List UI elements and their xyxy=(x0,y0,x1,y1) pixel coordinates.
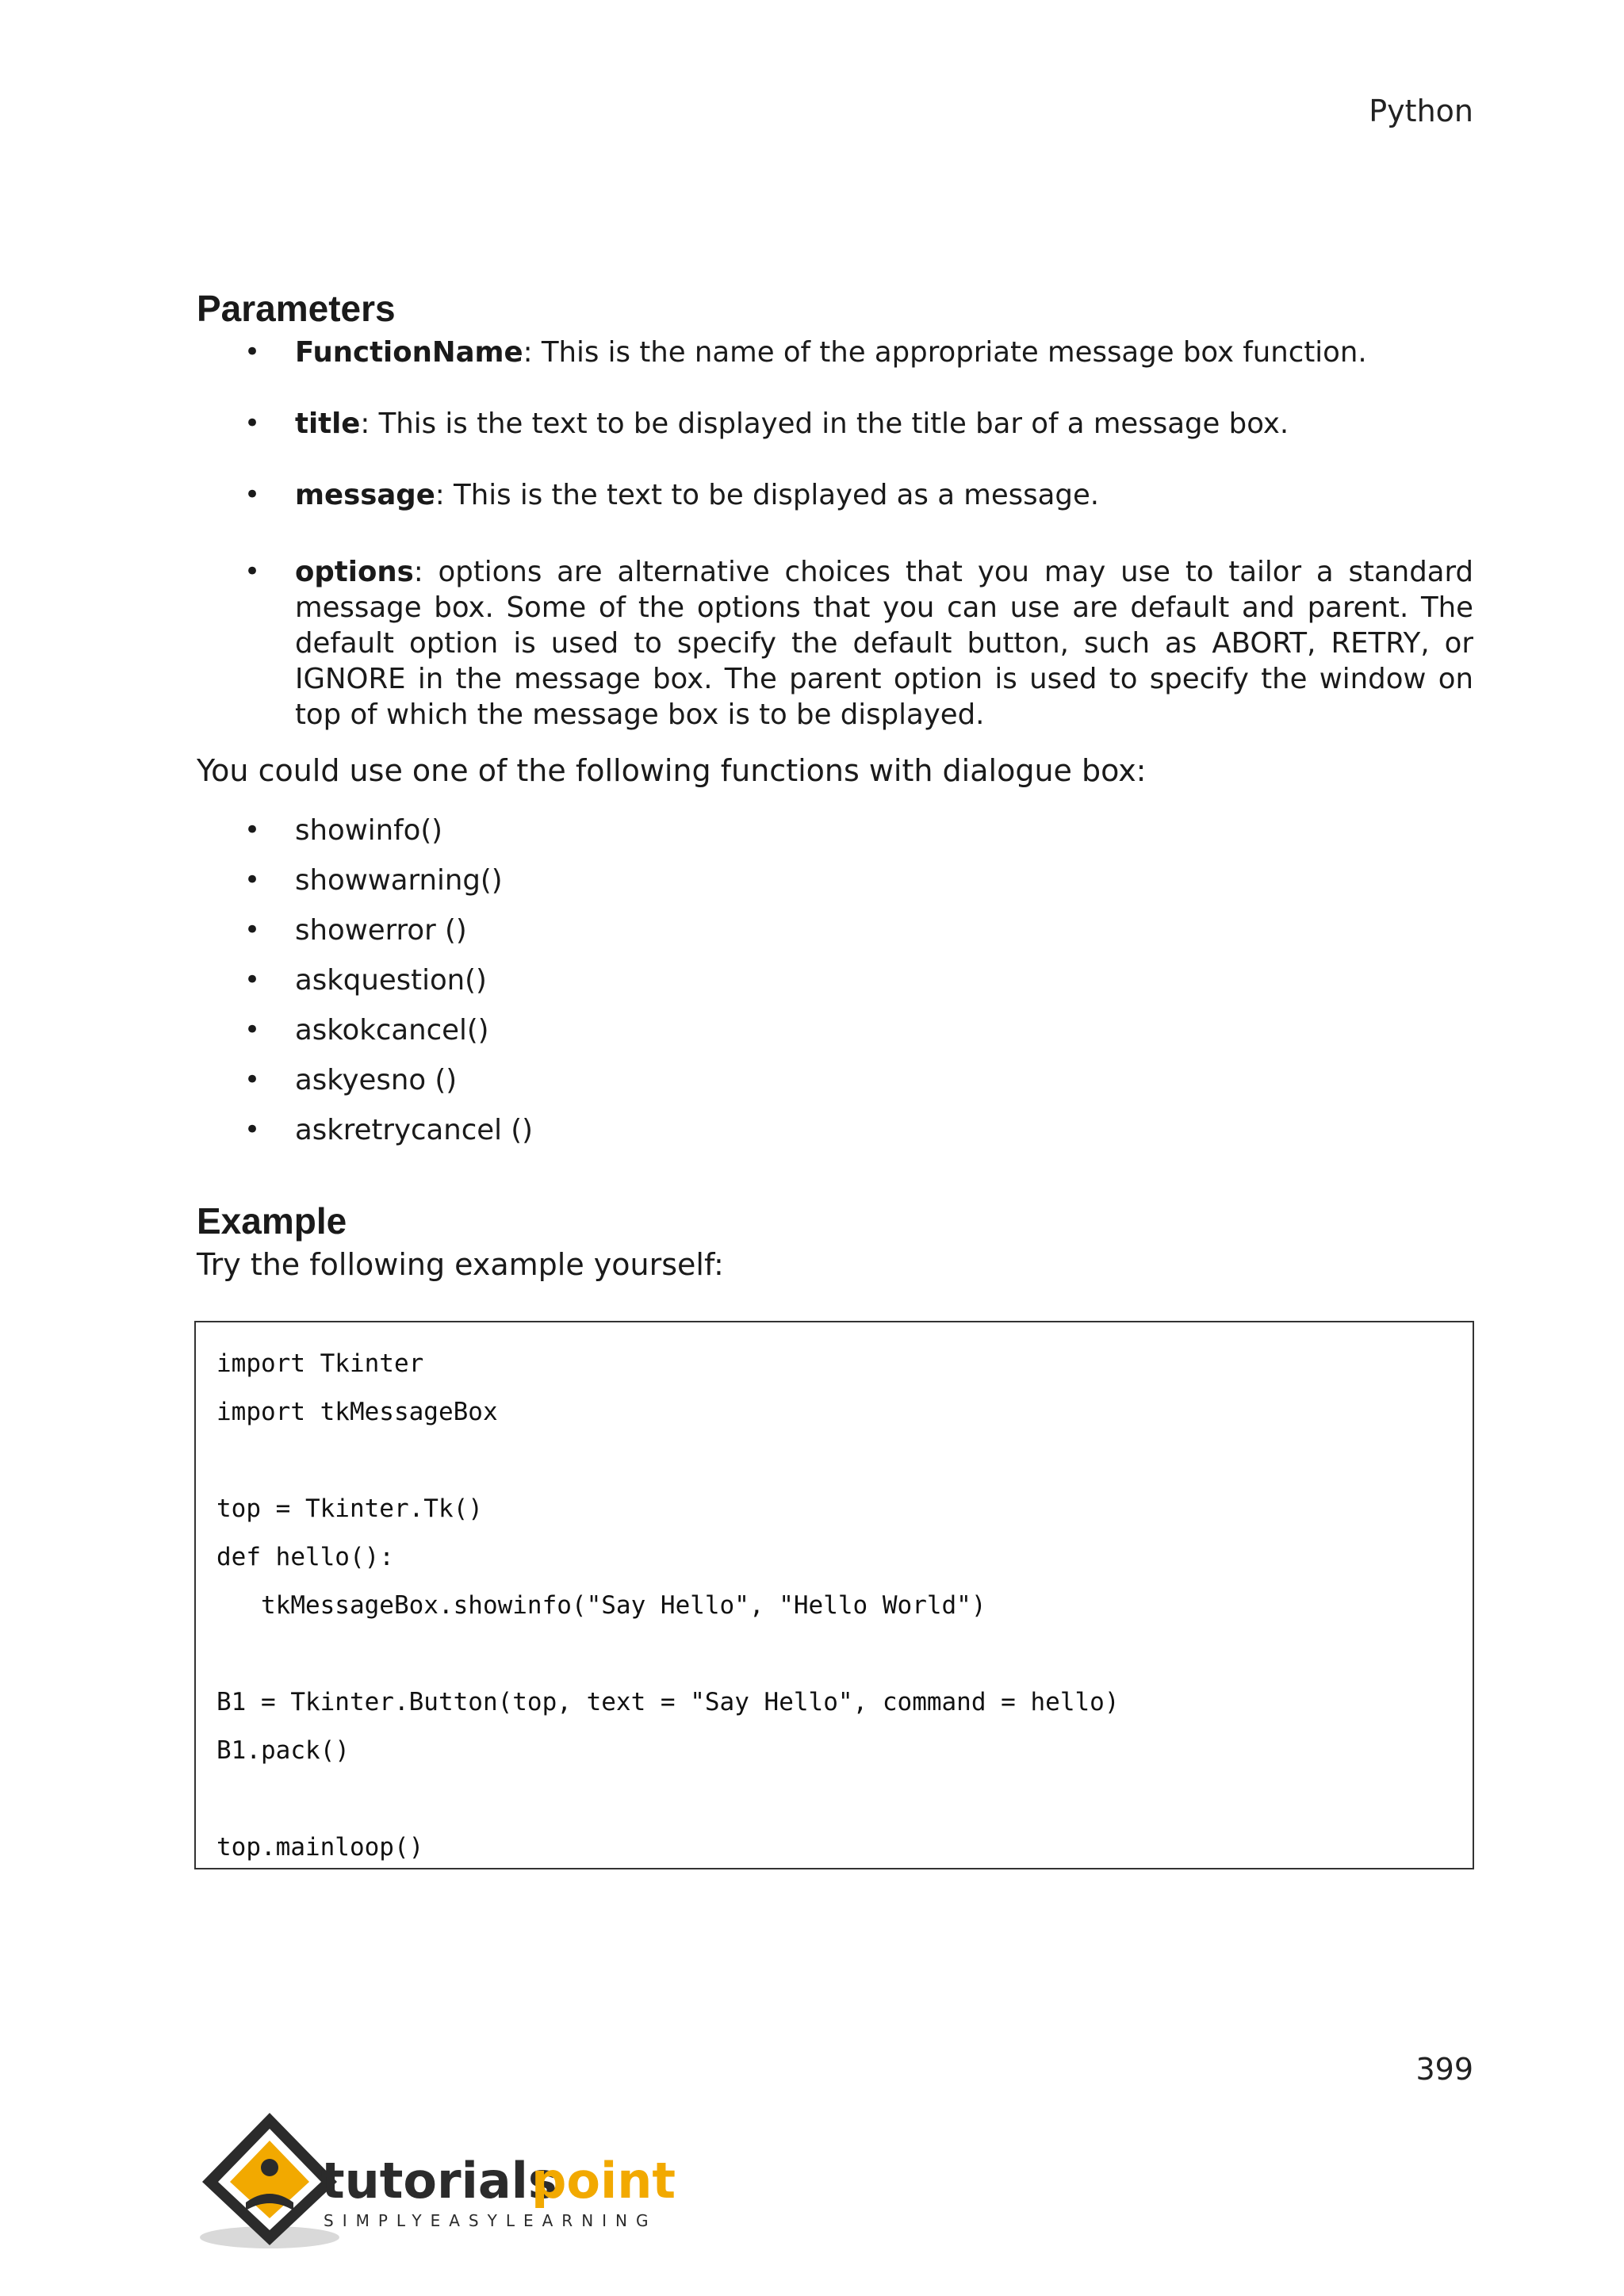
code-line xyxy=(216,1630,1452,1678)
list-item xyxy=(197,554,1473,733)
list-item xyxy=(197,335,1473,370)
param-term: FunctionName xyxy=(295,336,523,369)
code-line: top.mainloop() xyxy=(216,1833,424,1862)
page-content xyxy=(197,285,1473,1284)
code-line xyxy=(216,1775,1452,1823)
functions-list xyxy=(197,806,1473,1155)
example-intro: Try the following example yourself: xyxy=(197,1247,724,1282)
list-item: • askquestion() xyxy=(197,955,1473,1005)
param-desc: : This is the text to be displayed in the title bar of a message box. xyxy=(360,408,1289,440)
code-line: import Tkinter xyxy=(216,1349,424,1378)
code-block xyxy=(194,1321,1474,1869)
code-line: import tkMessageBox xyxy=(216,1398,498,1426)
parameters-list xyxy=(197,335,1473,733)
example-heading: Example xyxy=(197,1200,347,1242)
tutorialspoint-logo xyxy=(190,2109,682,2260)
logo-word-tutorials: tutorials xyxy=(321,2152,557,2210)
list-item: • showerror () xyxy=(197,905,1473,955)
param-desc: : This is the text to be displayed as a message. xyxy=(435,479,1100,511)
code-line xyxy=(216,1437,1452,1485)
param-term: options xyxy=(295,556,414,588)
param-term: title xyxy=(295,408,361,440)
list-item: • askokcancel() xyxy=(197,1005,1473,1055)
page-header-title: Python xyxy=(1369,94,1473,128)
code-line: B1 = Tkinter.Button(top, text = "Say Hello", command = hello) xyxy=(216,1688,1120,1716)
param-desc: : This is the name of the appropriate message box function. xyxy=(523,336,1367,369)
list-item: • showinfo() xyxy=(197,806,1473,855)
page-number: 399 xyxy=(1415,2052,1473,2087)
code-line: top = Tkinter.Tk() xyxy=(216,1494,483,1523)
list-item: • askyesno () xyxy=(197,1055,1473,1105)
code-line: def hello(): xyxy=(216,1543,394,1571)
list-item xyxy=(197,406,1473,442)
code-line: B1.pack() xyxy=(216,1736,350,1765)
parameters-heading: Parameters xyxy=(197,288,396,329)
param-term: message xyxy=(295,479,435,511)
param-desc: : options are alternative choices that you may use to tailor a standard message box. Some of the options that you can use are default and parent. The default option is used to specify the default button, such as ABORT, RETRY, or IGNORE in the message box. The parent option is used to specify the window on top of which the message box is to be displayed. xyxy=(295,556,1473,731)
list-item: • showwarning() xyxy=(197,855,1473,905)
list-item: • askretrycancel () xyxy=(197,1105,1473,1155)
functions-intro: You could use one of the following functions with dialogue box: xyxy=(197,753,1147,788)
code-line: tkMessageBox.showinfo("Say Hello", "Hello World") xyxy=(216,1591,986,1620)
logo-word-point: point xyxy=(531,2152,676,2210)
logo-tagline: SIMPLYEASYLEARNING xyxy=(324,2211,657,2230)
list-item xyxy=(197,477,1473,513)
